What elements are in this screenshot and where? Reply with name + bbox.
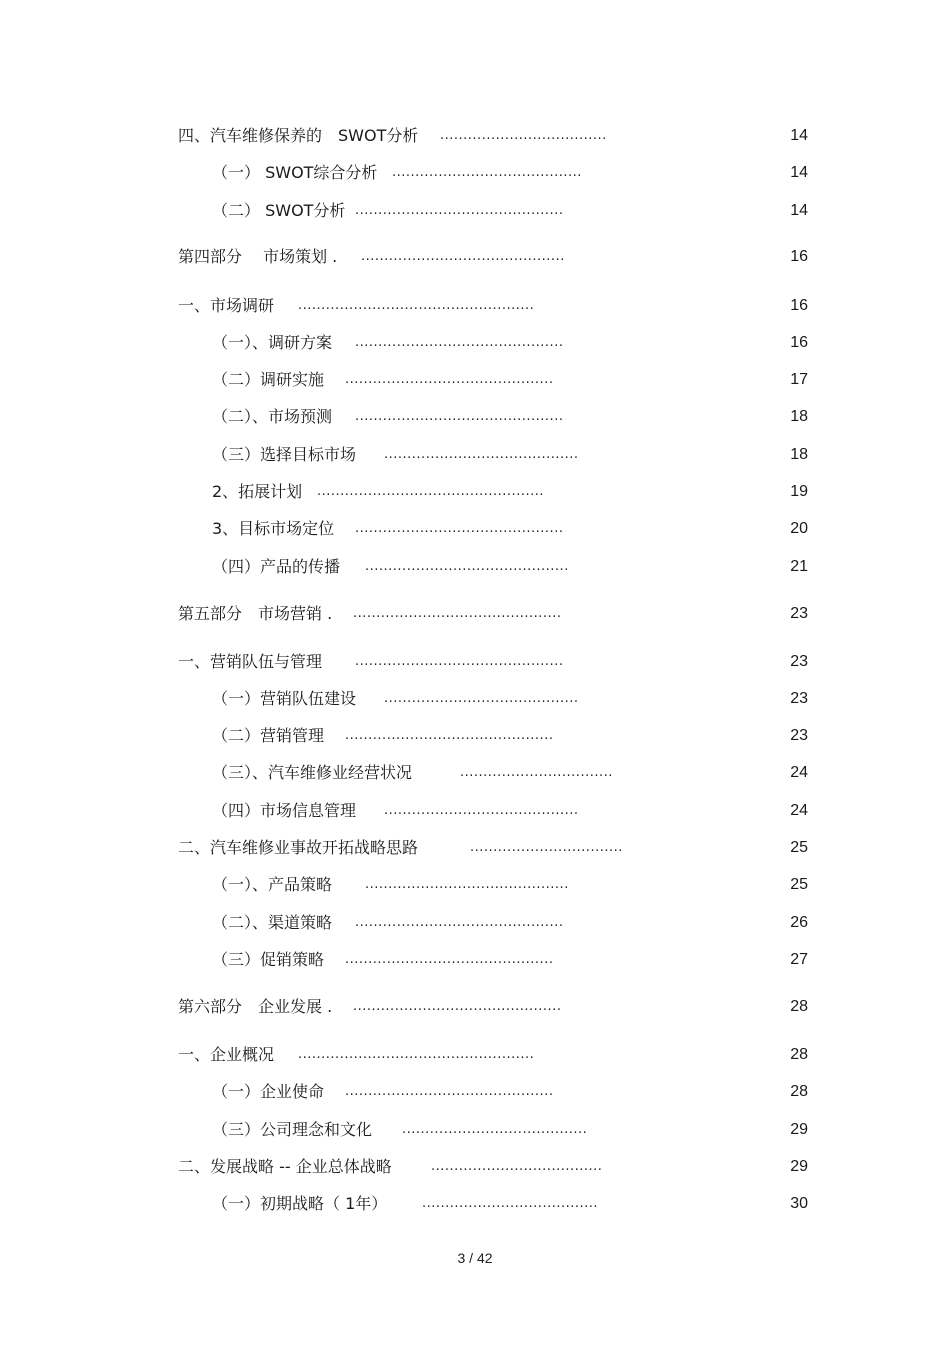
- toc-entry[interactable]: [178, 600, 808, 628]
- toc-leader-dots: .............................................: [353, 999, 562, 1014]
- toc-entry-title: 一、营销队伍与管理: [178, 652, 323, 671]
- toc-page-number: 23: [790, 690, 808, 707]
- toc-entry-title: （一）企业使命: [212, 1082, 325, 1101]
- toc-leader-dots: ....................................: [440, 128, 607, 143]
- toc-entry-title: 3、目标市场定位: [212, 519, 335, 538]
- toc-leader-dots: .............................................: [345, 728, 554, 743]
- toc-entry-title: 2、拓展计划: [212, 482, 303, 501]
- toc-leader-dots: ............................................: [365, 559, 569, 574]
- toc-entry-title: 一、市场调研: [178, 296, 275, 315]
- toc-page-number: 30: [790, 1195, 808, 1212]
- toc-entry-title: （二）、渠道策略: [212, 913, 333, 932]
- toc-leader-dots: ......................................: [422, 1196, 599, 1211]
- toc-entry[interactable]: [212, 329, 808, 357]
- toc-entry[interactable]: [212, 946, 808, 974]
- toc-entry-title: （二）营销管理: [212, 726, 325, 745]
- toc-entry-title: （四）市场信息管理: [212, 801, 357, 820]
- toc-entry[interactable]: [212, 366, 808, 394]
- toc-page-number: 20: [790, 520, 808, 537]
- toc-entry[interactable]: [212, 441, 808, 469]
- toc-entry-title: （一）初期战略（ 1年）: [212, 1194, 388, 1213]
- toc-leader-dots: ..........................................: [384, 803, 579, 818]
- toc-entry-title: （二）、市场预测: [212, 407, 333, 426]
- toc-page-number: 29: [790, 1121, 808, 1138]
- toc-entry[interactable]: [178, 1041, 808, 1069]
- toc-leader-dots: ..........................................: [384, 447, 579, 462]
- toc-page-number: 16: [790, 297, 808, 314]
- toc-entry[interactable]: [212, 1078, 808, 1106]
- toc-entry-title: （三）公司理念和文化: [212, 1120, 373, 1139]
- toc-leader-dots: ..........................................: [384, 691, 579, 706]
- toc-leader-dots: .............................................: [353, 606, 562, 621]
- toc-entry-title: （一）、调研方案: [212, 333, 333, 352]
- toc-entry-title: 四、汽车维修保养的 SWOT分析: [178, 126, 419, 145]
- toc-entry[interactable]: [212, 197, 808, 225]
- toc-page-number: 25: [790, 876, 808, 893]
- toc-entry-title: （一）营销队伍建设: [212, 689, 357, 708]
- toc-page-number: 28: [790, 1083, 808, 1100]
- toc-entry[interactable]: [178, 993, 808, 1021]
- toc-entry[interactable]: [212, 403, 808, 431]
- toc-leader-dots: .............................................: [345, 952, 554, 967]
- toc-page-number: 14: [790, 127, 808, 144]
- toc-entry[interactable]: [212, 1190, 808, 1218]
- toc-entry-title: （二） SWOT分析: [212, 201, 346, 220]
- toc-entry[interactable]: [212, 797, 808, 825]
- toc-entry-title: （三）、汽车维修业经营状况: [212, 763, 413, 782]
- toc-entry-title: （三）选择目标市场: [212, 445, 357, 464]
- toc-leader-dots: .................................................: [317, 484, 544, 499]
- toc-entry-title: （三）促销策略: [212, 950, 325, 969]
- toc-page-number: 18: [790, 446, 808, 463]
- toc-entry-title: 第五部分 市场营销 .: [178, 604, 333, 623]
- toc-entry[interactable]: [178, 1153, 808, 1181]
- toc-leader-dots: .............................................: [355, 521, 564, 536]
- toc-leader-dots: ...................................................: [298, 298, 535, 313]
- toc-leader-dots: .............................................: [345, 372, 554, 387]
- toc-page-number: 14: [790, 202, 808, 219]
- toc-leader-dots: .............................................: [355, 203, 564, 218]
- toc-entry-title: （四）产品的传播: [212, 557, 341, 576]
- toc-leader-dots: .............................................: [345, 1084, 554, 1099]
- toc-page-number: 29: [790, 1158, 808, 1175]
- toc-entry-title: 第四部分 市场策划 .: [178, 247, 338, 266]
- toc-entry[interactable]: [212, 1116, 808, 1144]
- toc-page-number: 23: [790, 605, 808, 622]
- toc-page-number: 21: [790, 558, 808, 575]
- toc-page-number: 16: [790, 248, 808, 265]
- toc-page-number: 24: [790, 764, 808, 781]
- toc-entry-title: 二、发展战略 -- 企业总体战略: [178, 1157, 392, 1176]
- toc-leader-dots: ...................................................: [298, 1047, 535, 1062]
- toc-entry[interactable]: [212, 871, 808, 899]
- toc-page-number: 14: [790, 164, 808, 181]
- toc-leader-dots: .....................................: [431, 1159, 603, 1174]
- toc-page-number: 17: [790, 371, 808, 388]
- toc-leader-dots: .................................: [470, 840, 623, 855]
- toc-entry-title: 第六部分 企业发展 .: [178, 997, 333, 1016]
- toc-leader-dots: .............................................: [355, 915, 564, 930]
- toc-page-number: 18: [790, 408, 808, 425]
- toc-entry[interactable]: [212, 759, 808, 787]
- toc-page-number: 23: [790, 727, 808, 744]
- toc-page-number: 28: [790, 998, 808, 1015]
- toc-page-number: 24: [790, 802, 808, 819]
- toc-leader-dots: .............................................: [355, 654, 564, 669]
- toc-entry[interactable]: [178, 243, 808, 271]
- toc-leader-dots: .............................................: [355, 409, 564, 424]
- toc-leader-dots: ........................................: [402, 1122, 588, 1137]
- toc-entry[interactable]: [178, 834, 808, 862]
- toc-entry[interactable]: [212, 553, 808, 581]
- page-indicator: 3 / 42: [457, 1250, 493, 1266]
- toc-leader-dots: .................................: [460, 765, 613, 780]
- toc-entry-title: （一） SWOT综合分析: [212, 163, 378, 182]
- toc-page-number: 27: [790, 951, 808, 968]
- toc-leader-dots: .............................................: [355, 335, 564, 350]
- toc-page-number: 28: [790, 1046, 808, 1063]
- toc-entry[interactable]: [178, 122, 808, 150]
- toc-page-number: 26: [790, 914, 808, 931]
- toc-entry[interactable]: [212, 685, 808, 713]
- toc-leader-dots: .........................................: [392, 165, 582, 180]
- toc-entry[interactable]: [212, 478, 808, 506]
- toc-entry[interactable]: [212, 909, 808, 937]
- toc-leader-dots: ............................................: [365, 877, 569, 892]
- toc-page-number: 19: [790, 483, 808, 500]
- toc-entry-title: （一）、产品策略: [212, 875, 333, 894]
- toc-entry[interactable]: [212, 722, 808, 750]
- toc-page-number: 25: [790, 839, 808, 856]
- toc-entry[interactable]: [178, 648, 808, 676]
- toc-page-number: 23: [790, 653, 808, 670]
- toc-entry-title: 一、企业概况: [178, 1045, 275, 1064]
- toc-entry[interactable]: [178, 292, 808, 320]
- toc-leader-dots: ............................................: [361, 249, 565, 264]
- toc-page-number: 16: [790, 334, 808, 351]
- toc-entry[interactable]: [212, 515, 808, 543]
- toc-entry-title: （二）调研实施: [212, 370, 325, 389]
- toc-entry[interactable]: [212, 159, 808, 187]
- toc-entry-title: 二、汽车维修业事故开拓战略思路: [178, 838, 419, 857]
